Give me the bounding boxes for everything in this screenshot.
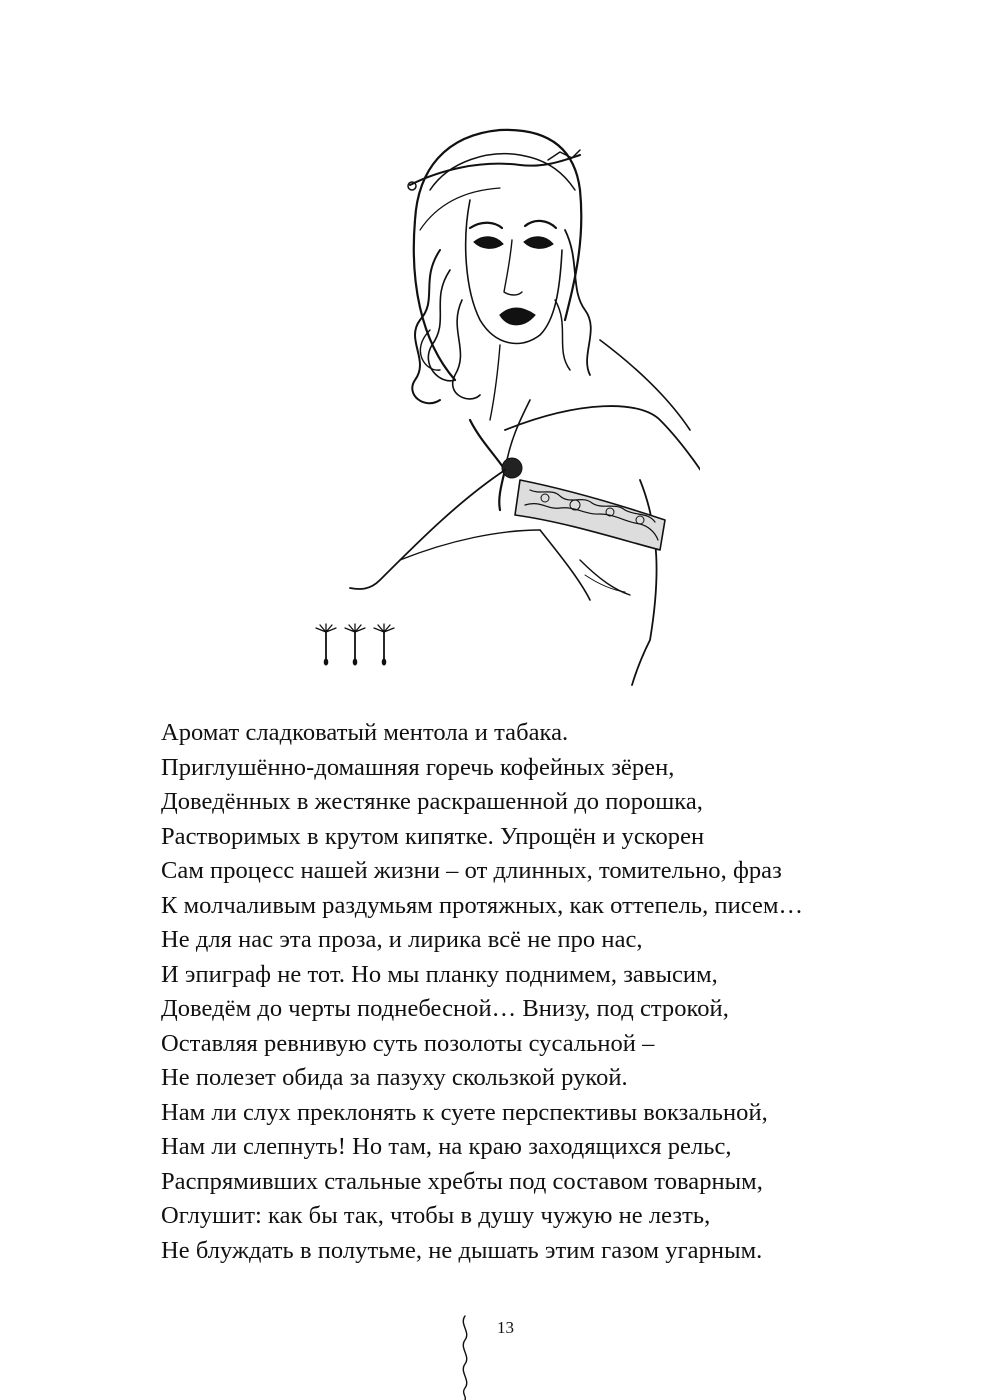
poem-line: Растворимых в крутом кипятке. Упрощён и ускорен [161,822,705,850]
poem-line: Нам ли слепнуть! Но там, на краю заходящихся рельс, [161,1133,732,1160]
page-number: 13 [497,1318,514,1337]
poem-line: Аромат сладковатый ментола и табака. [161,719,569,746]
poem-line: К молчаливым раздумьям протяжных, как оттепель, писем… [161,891,804,919]
wavy-divider [455,1312,475,1400]
poem-line: Не для нас эта проза, и лирика всё не про нас, [161,926,643,953]
poem-line: Сам процесс нашей жизни – от длинных, томительно, фраз [161,857,782,884]
poem-line: Распрямивших стальные хребты под составом товарным, [161,1167,763,1195]
poem-line: И эпиграф не тот. Но мы планку поднимем, завысим, [161,960,718,988]
poem-line: Приглушённо-домашняя горечь кофейных зёрен, [161,753,675,781]
poem [161,716,921,1268]
poem-line: Оглушит: как бы так, чтобы в душу чужую не лезть, [161,1202,711,1229]
page-footer [0,1312,987,1400]
poem-line: Доведём до черты поднебесной… Внизу, под строкой, [161,995,729,1022]
poem-line: Не блуждать в полутьме, не дышать этим газом угарным. [161,1236,763,1264]
poem-line: Оставляя ревнивую суть позолоты сусальной – [161,1029,655,1057]
poem-line: Нам ли слух преклонять к суете перспективы вокзальной, [161,1098,768,1126]
woman-portrait-illustration [300,120,700,690]
poem-line: Не полезет обида за пазуху скользкой рукой. [161,1064,628,1091]
dandelion-seeds-ornament [310,620,400,668]
poem-line: Доведённых в жестянке раскрашенной до порошка, [161,788,703,815]
